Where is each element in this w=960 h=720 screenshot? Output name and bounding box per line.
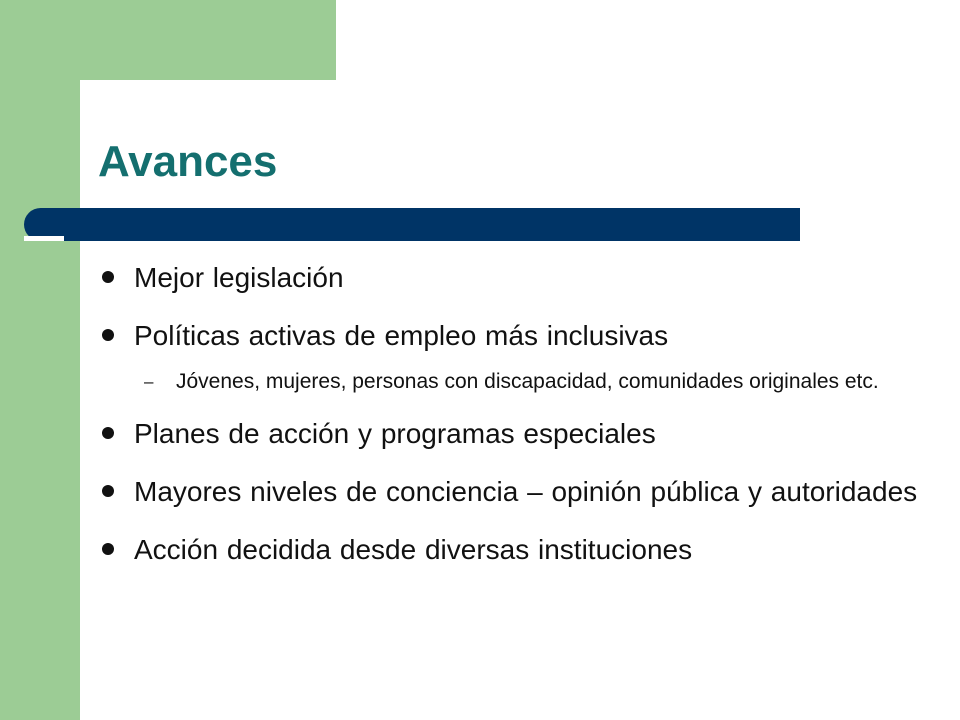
green-side-bar [0, 0, 80, 720]
bullet-item-planes [100, 412, 920, 456]
bullet-dot-icon [102, 427, 114, 439]
bullet-dot-icon [102, 271, 114, 283]
sub-bullet-item-grupos [100, 364, 896, 400]
bullet-item-legislacion [100, 256, 920, 300]
bullet-text: Mejor legislación [134, 262, 344, 293]
bullet-dot-icon [102, 329, 114, 341]
bullet-text: Planes de acción y programas especiales [134, 418, 656, 449]
bullet-text: Mayores niveles de conciencia – opinión pública y autoridades [134, 476, 918, 507]
bullet-item-politicas [100, 314, 920, 358]
bullet-item-conciencia [100, 470, 920, 514]
dash-icon: – [144, 372, 154, 391]
title-underline-rule [24, 208, 800, 241]
slide-title: Avances [98, 137, 278, 186]
title-rule-notch [24, 236, 64, 241]
bullet-dot-icon [102, 543, 114, 555]
bullet-text: Políticas activas de empleo más inclusivas [134, 320, 669, 351]
bullet-dot-icon [102, 485, 114, 497]
bullet-list [100, 256, 920, 586]
sub-bullet-text: Jóvenes, mujeres, personas con discapacidad, comunidades originales etc. [176, 370, 879, 393]
green-top-block [0, 0, 336, 80]
bullet-text: Acción decidida desde diversas instituciones [134, 534, 693, 565]
bullet-item-accion [100, 528, 920, 572]
